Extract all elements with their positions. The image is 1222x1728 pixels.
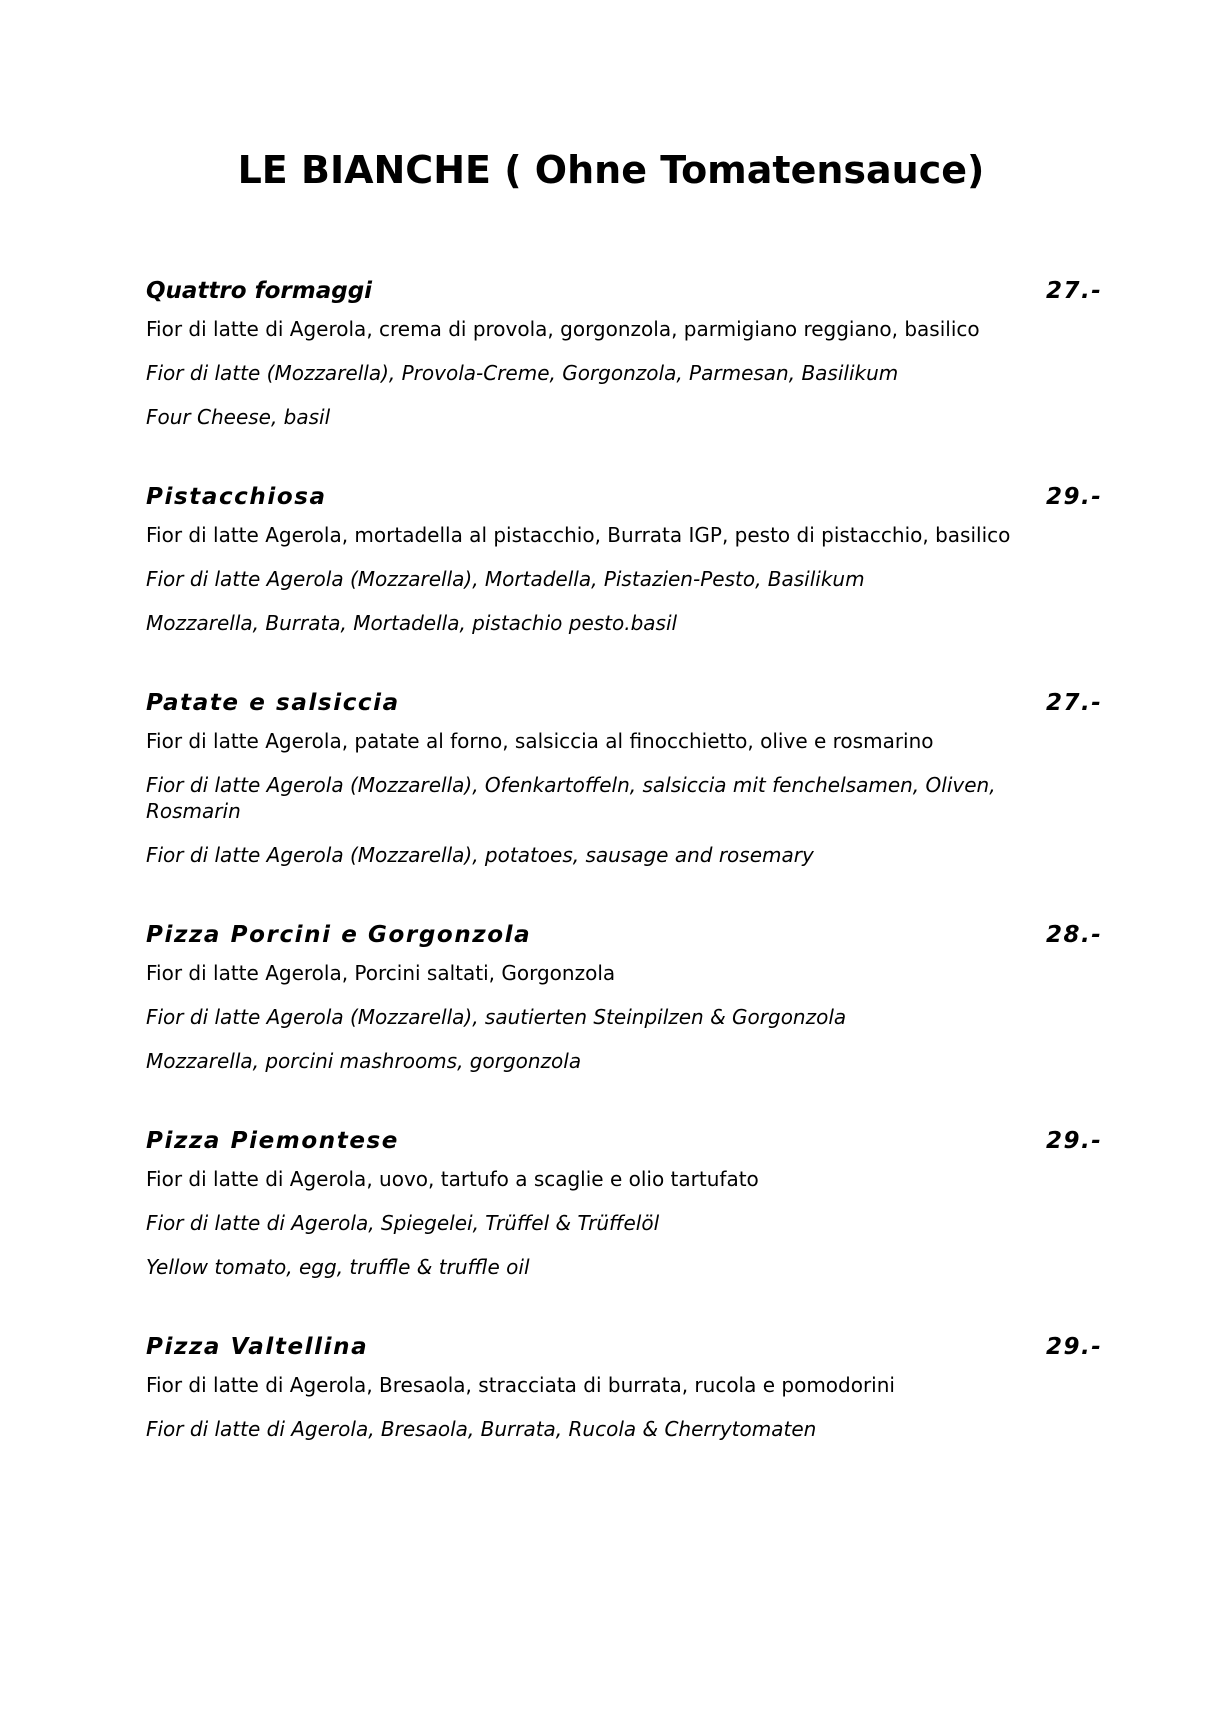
menu-item: [146, 478, 1106, 636]
description-english: Mozzarella, porcini mashrooms, gorgonzola: [146, 1049, 582, 1073]
menu-item-header: [146, 684, 1106, 722]
description-italian: Fior di latte Agerola, mortadella al pistacchio, Burrata IGP, pesto di pistacchio, basilico: [146, 523, 1011, 547]
menu-item: [146, 684, 1106, 868]
menu-item-price: 27.-: [1046, 278, 1103, 304]
menu-item-price: 29.-: [1046, 484, 1103, 510]
menu-item: [146, 1122, 1106, 1280]
menu-item-header: [146, 478, 1106, 516]
menu-item-name: Pistacchiosa: [146, 484, 327, 510]
description-german: Fior di latte di Agerola, Bresaola, Burrata, Rucola & Cherrytomaten: [146, 1417, 817, 1441]
description-italian: Fior di latte di Agerola, crema di provola, gorgonzola, parmigiano reggiano, basilico: [146, 317, 980, 341]
description-italian: Fior di latte di Agerola, Bresaola, stracciata di burrata, rucola e pomodorini: [146, 1373, 895, 1397]
description-italian: Fior di latte Agerola, patate al forno, salsiccia al finocchietto, olive e rosmarino: [146, 729, 934, 753]
menu-item-price: 27.-: [1046, 690, 1103, 716]
menu-item-header: [146, 916, 1106, 954]
page-title: LE BIANCHE ( Ohne Tomatensauce): [237, 148, 985, 192]
menu-list: [146, 272, 1106, 1490]
description-german: Fior di latte (Mozzarella), Provola-Creme, Gorgonzola, Parmesan, Basilikum: [146, 361, 899, 385]
description-italian: Fior di latte Agerola, Porcini saltati, Gorgonzola: [146, 961, 616, 985]
menu-item: [146, 916, 1106, 1074]
menu-item: [146, 1328, 1106, 1442]
menu-item: [146, 272, 1106, 430]
menu-item-price: 28.-: [1046, 922, 1103, 948]
description-english: Mozzarella, Burrata, Mortadella, pistachio pesto.basil: [146, 611, 678, 635]
description-german: Fior di latte Agerola (Mozzarella), Mortadella, Pistazien-Pesto, Basilikum: [146, 567, 865, 591]
menu-item-name: Pizza Porcini e Gorgonzola: [146, 922, 532, 948]
menu-item-header: [146, 1328, 1106, 1366]
description-german: Fior di latte Agerola (Mozzarella), sautierten Steinpilzen & Gorgonzola: [146, 1005, 847, 1029]
menu-item-name: Quattro formaggi: [146, 278, 373, 304]
menu-item-header: [146, 1122, 1106, 1160]
description-english: Four Cheese, basil: [146, 405, 331, 429]
description-italian: Fior di latte di Agerola, uovo, tartufo a scaglie e olio tartufato: [146, 1167, 759, 1191]
menu-item-name: Patate e salsiccia: [146, 690, 400, 716]
description-german: Fior di latte Agerola (Mozzarella), Ofenkartoffeln, salsiccia mit fenchelsamen, Oliven, Rosmarin: [146, 773, 996, 823]
menu-item-price: 29.-: [1046, 1128, 1103, 1154]
menu-item-price: 29.-: [1046, 1334, 1103, 1360]
description-english: Yellow tomato, egg, truffle & truffle oil: [146, 1255, 530, 1279]
menu-item-name: Pizza Valtellina: [146, 1334, 369, 1360]
menu-item-name: Pizza Piemontese: [146, 1128, 400, 1154]
description-english: Fior di latte Agerola (Mozzarella), potatoes, sausage and rosemary: [146, 843, 814, 867]
menu-item-header: [146, 272, 1106, 310]
description-german: Fior di latte di Agerola, Spiegelei, Trüffel & Trüffelöl: [146, 1211, 660, 1235]
